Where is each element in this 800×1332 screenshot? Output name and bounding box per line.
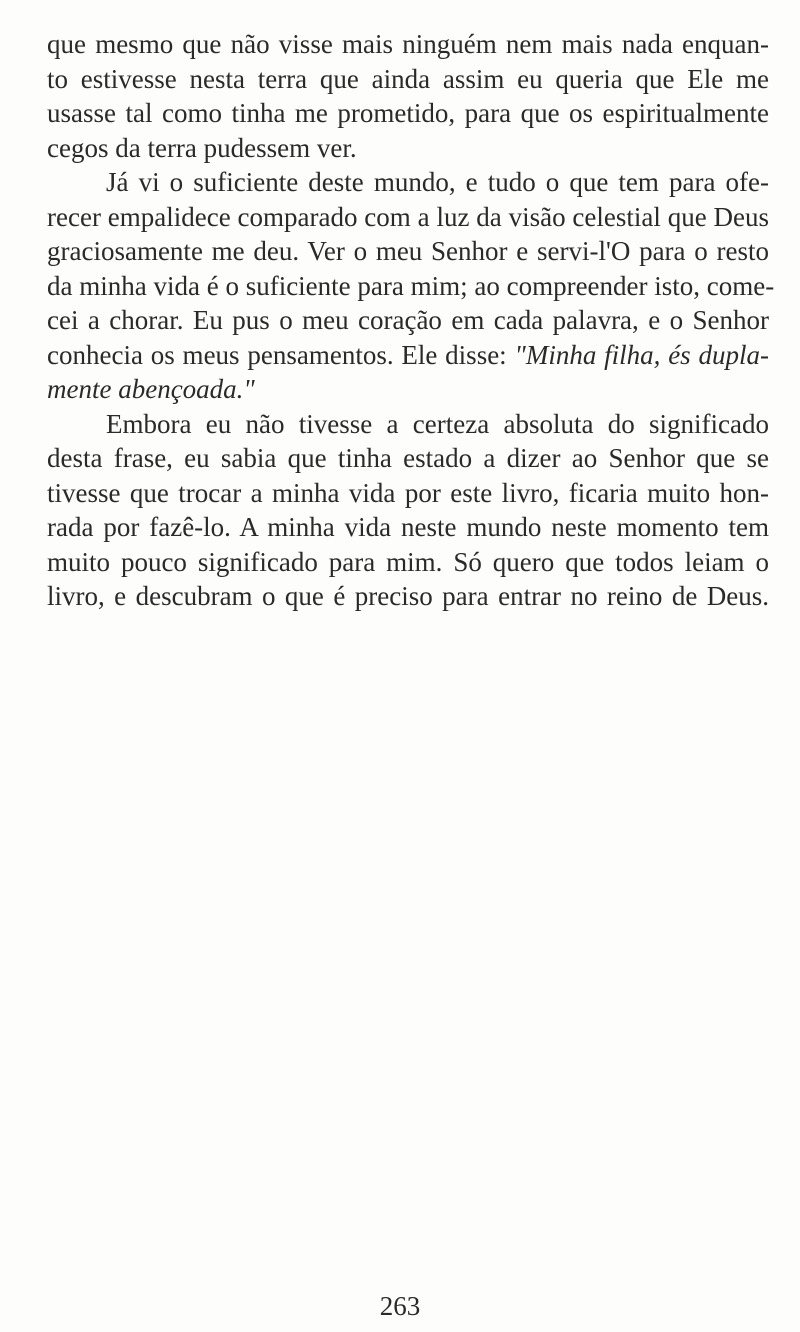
text-line: muito pouco significado para mim. Só quero que todos leiam o [47, 546, 769, 577]
text-line: que mesmo que não visse mais ninguém nem mais nada enquan- [47, 29, 769, 59]
text-line-with-quote [47, 338, 769, 373]
text-line: cei a chorar. Eu pus o meu coração em cada palavra, e o Senhor [47, 305, 769, 335]
text-line: desta frase, eu sabia que tinha estado a dizer ao Senhor que se [47, 443, 769, 473]
text-line: usasse tal como tinha me prometido, para que os espiritualmente [47, 98, 769, 128]
text-line: rada por fazê-lo. A minha vida neste mundo neste momento tem [47, 512, 769, 542]
text-line: cegos da terra pudessem ver. [47, 132, 357, 163]
body-text [47, 27, 775, 614]
quote-italic-line: mente abençoada." [47, 374, 255, 404]
text-line: livro, e descubram o que é preciso para entrar no reino de Deus. [47, 581, 769, 611]
text-segment: conhecia os meus pensamentos. Ele disse: [47, 339, 515, 370]
page-number: 263 [379, 1291, 421, 1321]
text-line: graciosamente me deu. Ver o meu Senhor e servi-l'O para o resto [47, 236, 769, 266]
text-line: to estivesse nesta terra que ainda assim eu queria que Ele me [47, 63, 769, 94]
text-line: recer empalidece comparado com a luz da visão celestial que Deus [47, 201, 769, 232]
paragraph-1 [47, 27, 769, 165]
text-line: da minha vida é o suficiente para mim; ao compreender isto, come- [47, 270, 775, 301]
paragraph-3 [47, 407, 769, 614]
text-line: tivesse que trocar a minha vida por este livro, ficaria muito hon- [47, 477, 769, 508]
quote-italic: "Minha filha, és dupla- [514, 339, 769, 370]
paragraph-2 [47, 165, 775, 407]
text-line: Embora eu não tivesse a certeza absoluta do significado [106, 408, 769, 439]
text-line: Já vi o suficiente deste mundo, e tudo o que tem para ofe- [106, 167, 769, 197]
